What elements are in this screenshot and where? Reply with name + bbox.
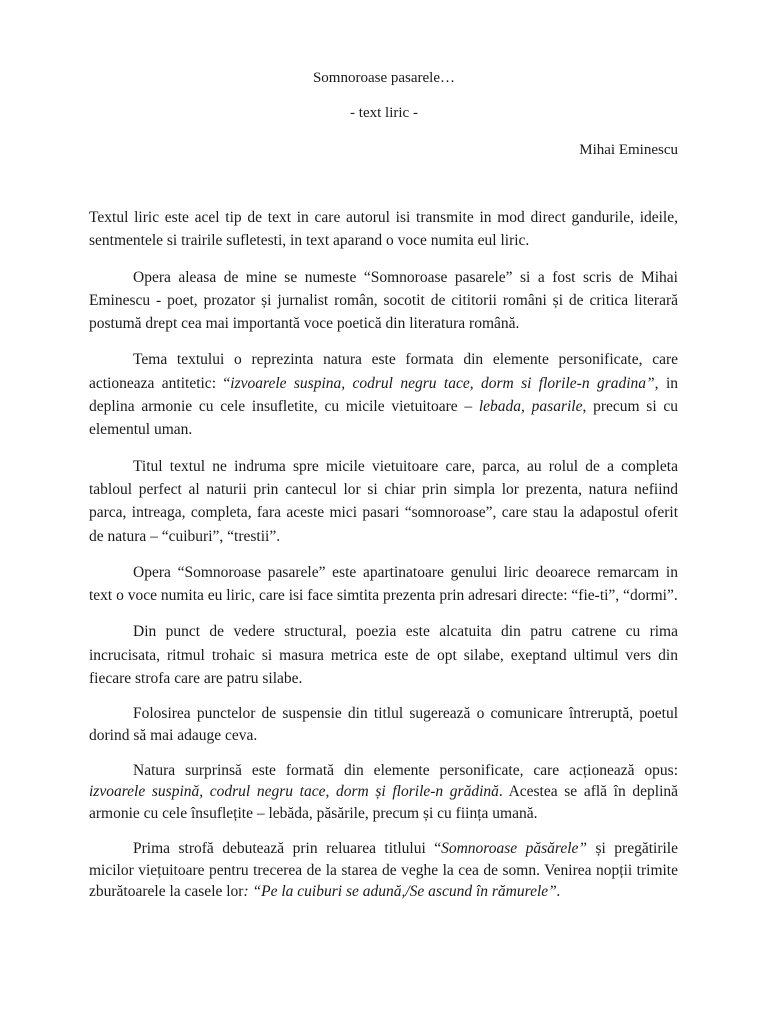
paragraph-intro: Textul liric este acel tip de text in care autorul isi transmite in mod direct gandurile, ideile, sentmentele si trairile sufletesti, in text aparand o voce numita eul liric. (89, 209, 678, 250)
theme-creatures: lebada, pasarile (478, 398, 583, 416)
theme-quote: izvoarele suspina, codrul negru tace, dorm si florile-n gradina”, (230, 374, 659, 392)
document-title: Somnoroase pasarele… (312, 70, 456, 86)
document-author: Mihai Eminescu (579, 142, 678, 158)
nature-quote: izvoarele suspină, codrul negru tace, dorm și florile-n grădină (89, 783, 499, 801)
theme-text-3: , precum si cu elementul uman. (89, 398, 678, 439)
paragraph-title-meaning: Titul textul ne indruma spre micile vietuitoare care, parca, au rolul de a completa tabloul perfect al naturii prin cantecul lor si chiar prin simpla lor prezenta, natura nefiind parca, intreaga, completa, fara aceste mici pasari “somnoroase”, care stau la adapostul oferit de natura – “cuiburi”, “trestii”. (89, 457, 678, 545)
stanza-title-quote: Somnoroase păsărele” (441, 839, 596, 857)
theme-text-1: Tema textului o reprezinta natura este formata din elemente personificate, care actioneaza antitetic: “ (89, 351, 678, 392)
nature-text-1: Natura surprinsă este formată din elemente personificate, care acționează opus: (133, 761, 678, 779)
paragraph-first-stanza (89, 838, 678, 903)
paragraph-nature (89, 760, 678, 825)
document-body (89, 206, 678, 916)
stanza-text-1: Prima strofă debutează prin reluarea titlului “ (133, 839, 442, 857)
paragraph-structure: Din punct de vedere structural, poezia este alcatuita din patru catrene cu rima incrucisata, ritmul trohaic si masura metrica este de opt silabe, exeptand ultimul vers din fiecare strofa care are patru silabe. (89, 623, 678, 688)
document-subtitle: - text liric - (350, 105, 418, 121)
paragraph-theme (89, 348, 678, 441)
stanza-verse-quote: : “Pe la cuiburi se adună,/Se ascund în rămurele”. (243, 883, 561, 901)
paragraph-author-info: Opera aleasa de mine se numeste “Somnoroase pasarele” si a fost scris de Mihai Eminescu - poet, prozator și jurnalist român, socotit de cititorii români și de critica literară postumă drept cea mai importantă voce poetică din literatura română. (89, 268, 678, 333)
theme-text-2: in deplina armonie cu cele insufletite, cu micile vietuitoare – (89, 374, 678, 416)
paragraph-genre: Opera “Somnoroase pasarele” este apartinatoare genului liric deoarece remarcam in text o voce numita eu liric, care isi face simtita prezenta prin adresari directe: “fie-ti”, “dormi”. (89, 563, 678, 605)
nature-text-2: . Acestea se află în deplină armonie cu cele însuflețite – lebăda, păsările, precum și cu ființa umană. (89, 783, 679, 823)
stanza-text-2: și pregătirile micilor viețuitoare pentru trecerea de la starea de veghe la cea de somn. Venirea nopții trimite zburătoarele la casele lor (89, 839, 678, 901)
paragraph-ellipsis: Folosirea punctelor de suspensie din titlul sugerează o comunicare întreruptă, poetul dorind să mai adauge ceva. (89, 705, 678, 745)
